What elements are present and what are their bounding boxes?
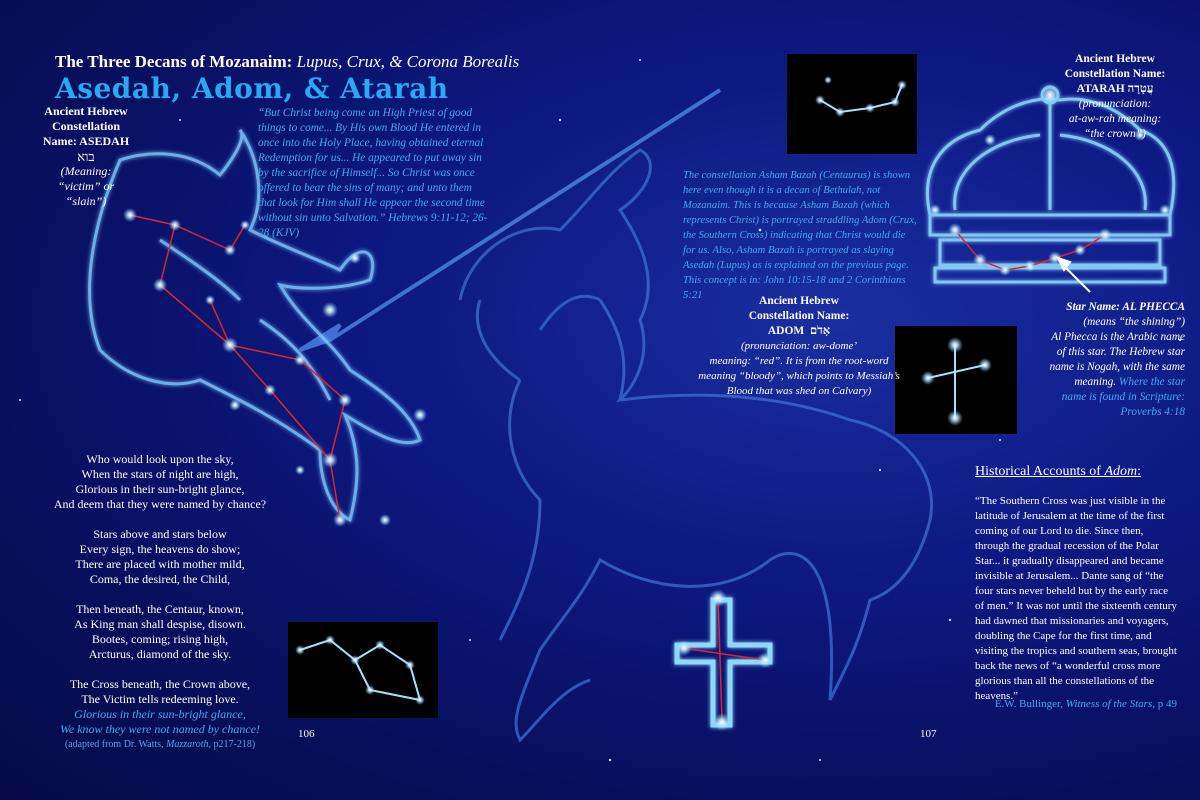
title-prefix: The Three Decans of Mozanaim: (55, 52, 293, 71)
asedah-meaning-3: “slain”) (65, 194, 107, 208)
poem-line: Who would look upon the sky, (86, 452, 234, 466)
poem-line: There are placed with mother mild, (75, 557, 245, 571)
history-body: “The Southern Cross was just visible in the latitude of Jerusalem at the time of the first coming of our Lord to die. Since then, through the gradual recession of the Polar Star... it gradually disappeared and became invisible at Jerusalem... Dante sang of “the four stars never beheld but by the early race of men.” It was not until the sixteenth century had dawned that missionaries and voyagers, doubling the Cape for the first time, and visiting the tropics and southern seas, brought back the news of “a wonderful cross more glorious than all the constellations of the heavens.” (975, 495, 1177, 702)
poem-line: Glorious in their sun-bright glance, (75, 482, 245, 496)
atarah-hebrew: עֲטָרָה (1127, 83, 1154, 95)
hebrews-quote: “But Christ being come an High Priest of good things to come... By His own Blood He entered in once into the Holy Place, having obtained eternal Redemption for us... He appeared to put away sin by the sacrifice of Himself... So Christ was once offered to bear the sins of many; and unto them that look for Him shall He appear the second time without sin unto Salvation.” Hebrews 9:11-12; 26-28 (KJV) (258, 107, 488, 239)
atarah-line-2: at-aw-rah meaning: (1068, 113, 1162, 125)
poem-line-blue: Glorious in their sun-bright glance, (74, 707, 246, 721)
alpheca-line-1: (means “the shining”) (1083, 316, 1185, 328)
poem-line: Coma, the desired, the Child, (89, 572, 231, 586)
atarah-line-3: “the crown”) (1084, 128, 1146, 140)
poem-line: Arcturus, diamond of the sky. (88, 647, 232, 661)
alpheca-line-5-white: meaning. (1074, 376, 1117, 388)
alpheca-line-3: of this star. The Hebrew star (1056, 346, 1185, 358)
alpheca-line-6: name is found in Scripture: (1061, 391, 1185, 403)
asedah-heading-2: Constellation (51, 119, 120, 133)
poem-line: When the stars of night are high, (81, 467, 239, 481)
poem-line: Bootes, coming; rising high, (91, 632, 229, 646)
adom-hebrew: אָדֹם (810, 325, 831, 337)
poem-line: As King man shall despise, disown. (74, 617, 246, 631)
asedah-meaning-2: “victim” or (57, 179, 115, 193)
atarah-line-1: (pronunciation: (1078, 98, 1152, 110)
alpheca-line-5-blue: Where the star (1116, 376, 1185, 388)
history-heading-prefix: Historical Accounts of (975, 464, 1105, 479)
atarah-name-line (1050, 82, 1180, 97)
alpheca-line-4: name is Nogah, with the same (1049, 361, 1185, 373)
asedah-info (30, 104, 142, 209)
crux-figure (676, 589, 773, 731)
adom-heading-2: Constellation Name: (748, 310, 850, 322)
poem-line: And deem that they were named by chance? (53, 497, 267, 511)
adom-line-2: meaning: “red”. It is from the root-word (709, 355, 889, 367)
alpheca-arrow (1058, 258, 1090, 292)
poem-line: The Victim tells redeeming love. (81, 692, 239, 706)
atarah-name: ATARAH (1076, 83, 1125, 95)
adom-line-3: meaning “bloody”, which points to Messiah’s (698, 370, 900, 382)
inset-corona-photo (787, 54, 917, 154)
atarah-heading-1: Ancient Hebrew (1075, 53, 1155, 65)
history-citation (975, 698, 1177, 710)
history-heading-suffix: : (1137, 464, 1142, 479)
poem-line: Every sign, the heavens do show; (79, 542, 241, 556)
poem-source-suffix: , p217-218) (208, 739, 256, 750)
citation-page: , p 49 (1152, 698, 1177, 710)
adom-name: ADOM (767, 325, 805, 337)
main-heading: Asedah, Adom, & Atarah (55, 72, 449, 105)
history-heading (975, 464, 1141, 480)
citation-author: E.W. Bullinger, (994, 698, 1066, 710)
watts-poem (35, 452, 285, 752)
atarah-heading-2: Constellation Name: (1064, 68, 1166, 80)
poem-source-title: Mazzaroth (166, 739, 209, 750)
title-subjects: Lupus, Crux, & Corona Borealis (296, 52, 520, 71)
asedah-heading-1: Ancient Hebrew (44, 104, 128, 118)
adom-heading-1: Ancient Hebrew (759, 295, 839, 307)
spread-title (55, 52, 519, 72)
page-number-left: 106 (298, 728, 315, 740)
alpheca-line-5 (1020, 375, 1185, 390)
page-number-right: 107 (920, 728, 937, 740)
inset-lupus-photo (288, 622, 438, 718)
alpheca-info (1020, 300, 1185, 420)
poem-line: The Cross beneath, the Crown above, (69, 677, 251, 691)
poem-source (35, 737, 285, 752)
adom-line-1: (pronunciation: aw-dome’ (741, 340, 857, 352)
asedah-meaning-1: (Meaning: (60, 164, 112, 178)
history-heading-em: Adom (1104, 464, 1138, 479)
poem-line-blue: We know they were not named by chance! (59, 722, 261, 736)
alpheca-line-7: Proverbs 4:18 (1120, 406, 1185, 418)
centaurus-note: The constellation Asham Bazah (Centaurus) is shown here even though it is a decan of Bethulah, not Mozanaim. This is because Asham Bazah (which represents Christ) is portrayed straddling Adom (Crux, the Southern Cross) indicating that Christ would die for us. Also, Asham Bazah is portrayed as slaying Asedah (Lupus) as is explained on the previous page. This concept is in: John 10:15-18 and 2 Corinthians 5:21 (683, 170, 917, 301)
asedah-hebrew: בוא (77, 149, 95, 164)
poem-line: Stars above and stars below (93, 527, 227, 541)
adom-info (683, 294, 915, 399)
adom-line-4: Blood that was shed on Calvary) (726, 385, 872, 397)
alpheca-heading: Star Name: AL PHECCA (1066, 301, 1185, 313)
adom-name-line (683, 324, 915, 339)
asedah-heading-3: Name: ASEDAH (42, 134, 130, 148)
atarah-info (1050, 52, 1180, 142)
alpheca-line-2: Al Phecca is the Arabic name (1051, 331, 1185, 343)
poem-line: Then beneath, the Centaur, known, (76, 602, 244, 616)
citation-title: Witness of the Stars (1065, 698, 1153, 710)
poem-source-prefix: (adapted from Dr. Watts, (64, 739, 167, 750)
